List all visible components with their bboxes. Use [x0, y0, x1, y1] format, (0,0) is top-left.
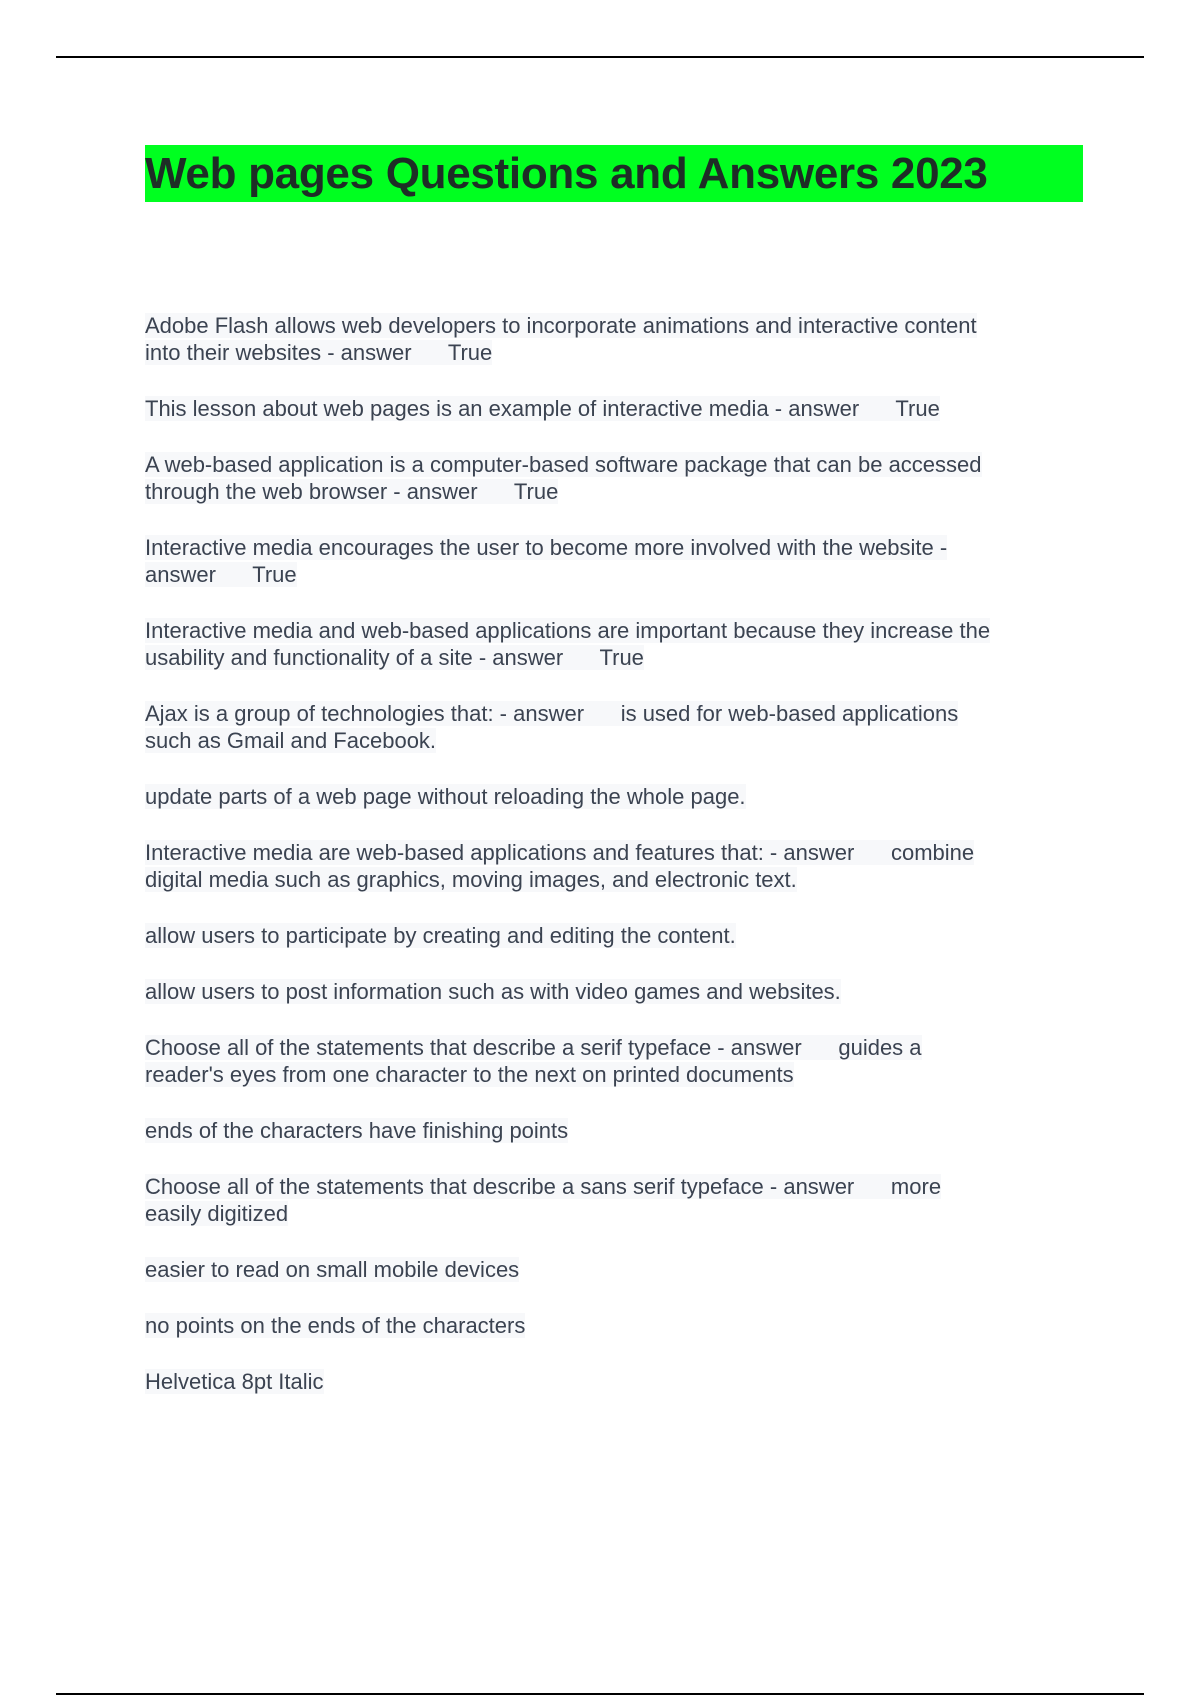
- qa-item-text: easier to read on small mobile devices: [145, 1257, 520, 1282]
- qa-item: [145, 1173, 1085, 1227]
- bottom-rule: [56, 1693, 1144, 1695]
- qa-item: [145, 1312, 1085, 1339]
- qa-item-text: Ajax is a group of technologies that: - answer is used for web-based applications such as Gmail and Facebook.: [145, 701, 959, 753]
- qa-item-text: update parts of a web page without reloading the whole page.: [145, 784, 746, 809]
- top-rule: [56, 56, 1144, 58]
- qa-item-text: This lesson about web pages is an example of interactive media - answer True: [145, 396, 940, 421]
- qa-item: [145, 617, 1085, 671]
- qa-item-text: Adobe Flash allows web developers to incorporate animations and interactive content into their websites - answer True: [145, 313, 977, 365]
- qa-item: [145, 534, 1085, 588]
- qa-item-text: ends of the characters have finishing points: [145, 1118, 569, 1143]
- qa-content: [145, 312, 1085, 1424]
- qa-item: [145, 783, 1085, 810]
- qa-item: [145, 451, 1085, 505]
- qa-item-text: Interactive media are web-based applications and features that: - answer combine digital media such as graphics, moving images, and electronic text.: [145, 840, 975, 892]
- qa-item: [145, 1256, 1085, 1283]
- qa-item-text: Interactive media encourages the user to become more involved with the website - answer True: [145, 535, 948, 587]
- qa-item-text: Choose all of the statements that describe a serif typeface - answer guides a reader's eyes from one character to the next on printed documents: [145, 1035, 922, 1087]
- qa-item-text: allow users to post information such as with video games and websites.: [145, 979, 841, 1004]
- qa-item: [145, 1117, 1085, 1144]
- qa-item: [145, 922, 1085, 949]
- qa-item-text: Helvetica 8pt Italic: [145, 1369, 324, 1394]
- qa-item-text: Interactive media and web-based applications are important because they increase the usability and functionality of a site - answer True: [145, 618, 991, 670]
- qa-item: [145, 978, 1085, 1005]
- qa-item-text: A web-based application is a computer-based software package that can be accessed through the web browser - answer True: [145, 452, 982, 504]
- qa-item: [145, 700, 1085, 754]
- qa-item: [145, 395, 1085, 422]
- qa-item-text: Choose all of the statements that describe a sans serif typeface - answer more easily digitized: [145, 1174, 942, 1226]
- qa-item: [145, 1034, 1085, 1088]
- qa-item: [145, 312, 1085, 366]
- qa-item: [145, 839, 1085, 893]
- page-title: Web pages Questions and Answers 2023: [145, 145, 1083, 202]
- qa-item: [145, 1368, 1085, 1395]
- qa-item-text: no points on the ends of the characters: [145, 1313, 526, 1338]
- qa-item-text: allow users to participate by creating and editing the content.: [145, 923, 736, 948]
